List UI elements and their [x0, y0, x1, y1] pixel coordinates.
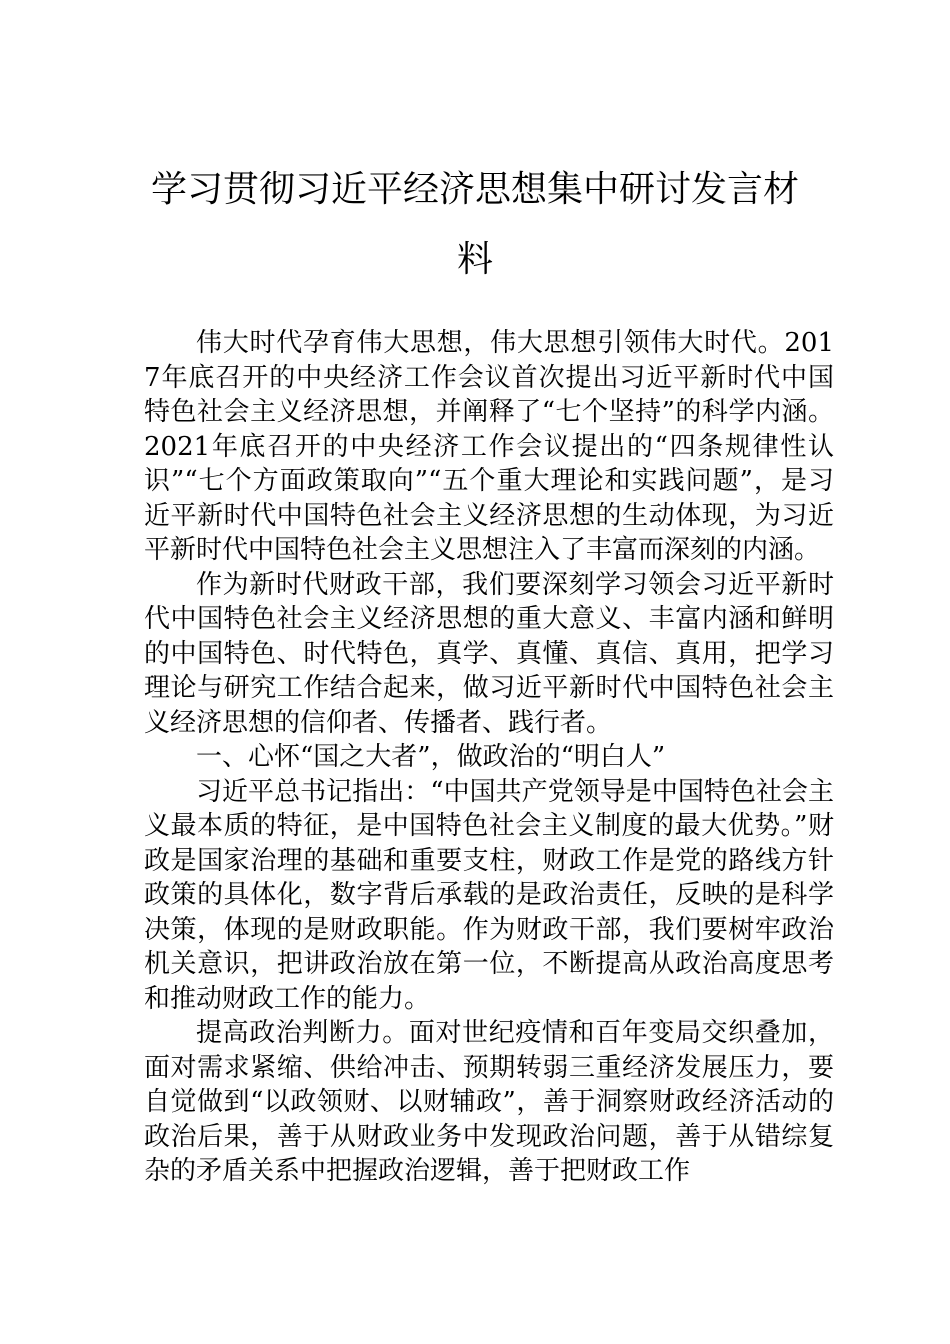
section-heading: 一、心怀“国之大者”，做政治的“明白人”: [196, 742, 666, 772]
document-title-line-2: 料: [456, 239, 493, 280]
paragraph-1: 伟大时代孕育伟大思想，伟大思想引领伟大时代。2017年底召开的中央经济工作会议首次提出习近平新时代中国特色社会主义经济思想，并阐释了“七个坚持”的科学内涵。2021年底召开的中央经济工作会议提出的“四条规律性认识”“七个方面政策取向”“五个重大理论和实践问题”，是习近平新时代中国特色社会主义经济思想的生动体现，为习近平新时代中国特色社会主义思想注入了丰富而深刻的内涵。: [144, 328, 834, 565]
document-title-line-1: 学习贯彻习近平经济思想集中研讨发言材: [150, 169, 799, 210]
paragraph-3: 习近平总书记指出：“中国共产党领导是中国特色社会主义最本质的特征，是中国特色社会主义制度的最大优势。”财政是国家治理的基础和重要支柱，财政工作是党的路线方针政策的具体化，数字背后承载的是政治责任，反映的是科学决策，体现的是财政职能。作为财政干部，我们要树牢政治机关意识，把讲政治放在第一位，不断提高从政治高度思考和推动财政工作的能力。: [144, 776, 834, 1014]
document-body: [144, 326, 834, 1189]
paragraph-4: 提高政治判断力。面对世纪疫情和百年变局交织叠加，面对需求紧缩、供给冲击、预期转弱三重经济发展压力，要自觉做到“以政领财、以财辅政”，善于洞察财政经济活动的政治后果，善于从财政业务中发现政治问题，善于从错综复杂的矛盾关系中把握政治逻辑，善于把财政工作: [144, 1018, 834, 1186]
paragraph-2: 作为新时代财政干部，我们要深刻学习领会习近平新时代中国特色社会主义经济思想的重大意义、丰富内涵和鲜明的中国特色、时代特色，真学、真懂、真信、真用，把学习理论与研究工作结合起来，做习近平新时代中国特色社会主义经济思想的信仰者、传播者、践行者。: [144, 569, 834, 738]
